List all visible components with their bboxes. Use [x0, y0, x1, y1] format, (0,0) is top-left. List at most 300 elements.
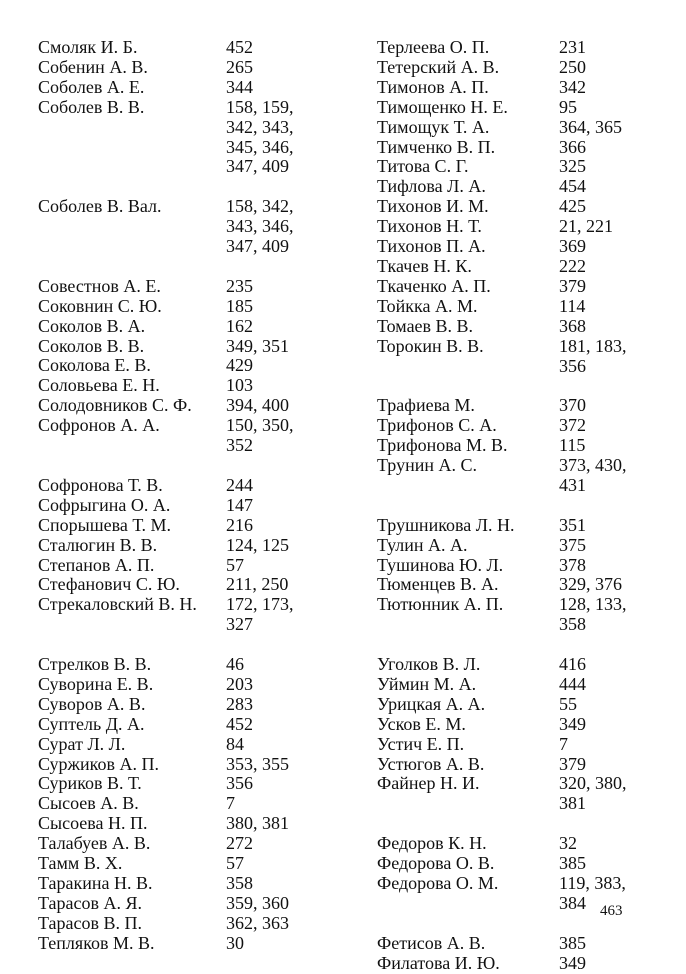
entry-page-refs	[559, 774, 677, 814]
page-ref-line: 345, 346,	[226, 136, 294, 157]
entry-author-name: Ткачев Н. К.	[377, 255, 472, 276]
entry-page-refs	[559, 98, 677, 118]
page-ref-line: 203	[226, 673, 253, 694]
entry-author-name: Тарасов А. Я.	[38, 892, 143, 913]
entry-page-refs	[226, 98, 338, 178]
index-entry	[377, 675, 677, 695]
index-entry	[38, 735, 338, 755]
entry-author-name: Софрыгина О. А.	[38, 494, 171, 515]
index-entry	[38, 914, 338, 934]
page-ref-line: 349, 351	[226, 335, 289, 356]
entry-author-name: Соколов В. А.	[38, 315, 146, 336]
entry-page-refs	[559, 595, 677, 635]
entry-author-name: Устюгов А. В.	[377, 753, 485, 774]
entry-page-refs	[559, 416, 677, 436]
entry-page-refs	[559, 575, 677, 595]
page-ref-line: 364, 365	[559, 116, 622, 137]
entry-author-name: Стрекаловский В. Н.	[38, 594, 197, 615]
index-entry	[38, 38, 338, 58]
entry-page-refs	[226, 854, 338, 874]
entry-page-refs	[559, 834, 677, 854]
index-entry	[377, 735, 677, 755]
page-ref-line: 7	[559, 733, 568, 754]
page-ref-line: 216	[226, 514, 253, 535]
entry-author-name: Ткаченко А. П.	[377, 275, 491, 296]
page-ref-line: 162	[226, 315, 253, 336]
page-ref-line: 325	[559, 156, 586, 177]
entry-page-refs	[226, 874, 338, 894]
page-ref-line: 30	[226, 932, 244, 953]
page-ref-line: 244	[226, 474, 253, 495]
entry-page-refs	[226, 814, 338, 834]
entry-author-name: Томаев В. В.	[377, 315, 474, 336]
entry-page-refs	[226, 575, 338, 595]
page-ref-line: 385	[559, 853, 586, 874]
index-entry	[377, 874, 677, 914]
entry-page-refs	[559, 157, 677, 177]
page-ref-line: 119, 383,	[559, 873, 626, 893]
entry-page-refs	[559, 715, 677, 735]
index-entry	[38, 197, 338, 257]
page-ref-line: 250	[559, 56, 586, 77]
entry-author-name: Файнер Н. И.	[377, 773, 480, 794]
index-column-right	[377, 38, 677, 974]
entry-page-refs	[226, 337, 338, 357]
page-ref-line: 362, 363	[226, 912, 289, 933]
index-entry	[38, 476, 338, 496]
index-entry	[38, 58, 338, 78]
entry-author-name: Тарасов В. П.	[38, 912, 143, 933]
index-entry	[377, 118, 677, 138]
entry-author-name: Сурат Л. Л.	[38, 733, 126, 754]
page-ref-line: 366	[559, 136, 586, 157]
page-ref-line: 379	[559, 753, 586, 774]
page-ref-line: 351	[559, 514, 586, 535]
entry-author-name: Сысоев А. В.	[38, 793, 139, 814]
entry-page-refs	[226, 595, 338, 635]
entry-page-refs	[226, 834, 338, 854]
index-entry	[377, 774, 677, 814]
index-entry	[38, 317, 338, 337]
page-ref-line: 347, 409	[226, 156, 289, 177]
page-ref-line: 158, 342,	[226, 196, 294, 217]
page-ref-line: 353, 355	[226, 753, 289, 774]
index-entry	[377, 715, 677, 735]
index-entry	[377, 337, 677, 377]
entry-page-refs	[226, 914, 338, 934]
page-ref-line: 381	[559, 793, 586, 814]
entry-author-name: Трафиева М.	[377, 395, 475, 416]
page-ref-line: 7	[226, 793, 235, 814]
entry-page-refs	[226, 396, 338, 416]
entry-author-name: Тифлова Л. А.	[377, 176, 486, 197]
entry-author-name: Тимощук Т. А.	[377, 116, 490, 137]
index-entry	[377, 58, 677, 78]
entry-author-name: Тулин А. А.	[377, 534, 468, 555]
index-entry	[38, 556, 338, 576]
index-entry	[377, 655, 677, 675]
index-entry	[38, 516, 338, 536]
entry-page-refs	[226, 496, 338, 516]
entry-author-name: Сталюгин В. В.	[38, 534, 158, 555]
index-entry	[38, 337, 338, 357]
index-entry	[377, 317, 677, 337]
page-ref-line: 344	[226, 76, 253, 97]
entry-author-name: Стрелков В. В.	[38, 654, 152, 675]
entry-author-name: Усков Е. М.	[377, 713, 466, 734]
entry-author-name: Торокин В. В.	[377, 335, 484, 356]
entry-page-refs	[559, 58, 677, 78]
entry-page-refs	[559, 317, 677, 337]
page-ref-line: 115	[559, 435, 586, 456]
page-ref-line: 150, 350,	[226, 415, 294, 436]
page-ref-line: 373, 430,	[559, 455, 627, 476]
entry-page-refs	[226, 536, 338, 556]
entry-author-name: Соболев А. Е.	[38, 76, 145, 97]
entry-page-refs	[226, 934, 338, 954]
index-entry	[38, 575, 338, 595]
entry-page-refs	[559, 297, 677, 317]
page-ref-line: 46	[226, 654, 244, 675]
entry-page-refs	[226, 38, 338, 58]
page-ref-line: 452	[226, 713, 253, 734]
entry-author-name: Суворов А. В.	[38, 693, 146, 714]
entry-author-name: Совестнов А. Е.	[38, 275, 161, 296]
entry-page-refs	[559, 954, 677, 974]
page-ref-line: 379	[559, 275, 586, 296]
index-entry	[377, 954, 677, 974]
entry-author-name: Софронова Т. В.	[38, 474, 163, 495]
index-entry	[377, 157, 677, 177]
page-ref-line: 55	[559, 693, 577, 714]
entry-author-name: Филатова И. Ю.	[377, 952, 500, 973]
entry-author-name: Тимченко В. П.	[377, 136, 496, 157]
page-ref-line: 128, 133,	[559, 594, 627, 615]
page-ref-line: 454	[559, 176, 586, 197]
entry-page-refs	[226, 376, 338, 396]
index-entry	[38, 854, 338, 874]
index-entry	[377, 217, 677, 237]
page-ref-line: 329, 376	[559, 574, 622, 595]
page-ref-line: 347, 409	[226, 236, 289, 257]
entry-author-name: Трифонов С. А.	[377, 415, 497, 436]
entry-author-name: Тихонов И. М.	[377, 196, 489, 217]
index-entry	[38, 874, 338, 894]
entry-page-refs	[226, 774, 338, 794]
entry-page-refs	[559, 177, 677, 197]
entry-page-refs	[559, 237, 677, 257]
entry-page-refs	[559, 38, 677, 58]
entry-author-name: Таракина Н. В.	[38, 873, 153, 893]
index-entry	[377, 98, 677, 118]
entry-author-name: Стефанович С. Ю.	[38, 574, 180, 595]
page-ref-line: 21, 221	[559, 216, 613, 237]
index-entry	[377, 595, 677, 635]
index-entry	[38, 376, 338, 396]
entry-author-name: Устич Е. П.	[377, 733, 465, 754]
entry-author-name: Суворина Е. В.	[38, 673, 154, 694]
entry-page-refs	[226, 416, 338, 456]
entry-page-refs	[226, 894, 338, 914]
page-ref-line: 431	[559, 474, 586, 495]
entry-author-name: Тихонов Н. Т.	[377, 216, 482, 237]
page-number: 463	[600, 903, 623, 919]
page-ref-line: 368	[559, 315, 586, 336]
entry-page-refs	[559, 257, 677, 277]
index-entry	[38, 98, 338, 178]
entry-author-name: Тимощенко Н. Е.	[377, 96, 508, 117]
entry-page-refs	[559, 217, 677, 237]
entry-author-name: Суптель Д. А.	[38, 713, 145, 734]
index-entry	[38, 536, 338, 556]
entry-page-refs	[559, 516, 677, 536]
index-entry	[38, 277, 338, 297]
entry-page-refs	[559, 78, 677, 98]
page-ref-line: 358	[559, 614, 586, 635]
entry-author-name: Соколов В. В.	[38, 335, 145, 356]
page-ref-line: 384	[559, 892, 586, 913]
index-entry	[38, 655, 338, 675]
page-ref-line: 342	[559, 76, 586, 97]
page-ref-line: 172, 173,	[226, 594, 294, 615]
entry-author-name: Тютюнник А. П.	[377, 594, 504, 615]
entry-page-refs	[559, 456, 677, 496]
page-ref-line: 359, 360	[226, 892, 289, 913]
entry-author-name: Трушникова Л. Н.	[377, 514, 515, 535]
entry-author-name: Степанов А. П.	[38, 554, 155, 575]
entry-page-refs	[226, 297, 338, 317]
page-ref-line: 375	[559, 534, 586, 555]
entry-author-name: Тюменцев В. А.	[377, 574, 499, 595]
entry-author-name: Урицкая А. А.	[377, 693, 486, 714]
index-entry	[377, 38, 677, 58]
page-ref-line: 95	[559, 96, 577, 117]
entry-page-refs	[226, 197, 338, 257]
page-ref-line: 114	[559, 295, 586, 316]
entry-page-refs	[226, 556, 338, 576]
entry-author-name: Собенин А. В.	[38, 56, 148, 77]
page-ref-line: 352	[226, 435, 253, 456]
page-ref-line: 356	[226, 773, 253, 794]
entry-author-name: Сысоева Н. П.	[38, 813, 148, 834]
entry-author-name: Соковнин С. Ю.	[38, 295, 162, 316]
page-ref-line: 342, 343,	[226, 116, 294, 137]
entry-page-refs	[559, 337, 677, 377]
page-ref-line: 349	[559, 952, 586, 973]
entry-author-name: Титова С. Г.	[377, 156, 469, 177]
index-entry	[38, 396, 338, 416]
entry-page-refs	[226, 516, 338, 536]
page-ref-line: 147	[226, 494, 253, 515]
index-entry	[38, 496, 338, 516]
page-ref-line: 265	[226, 56, 253, 77]
entry-page-refs	[226, 476, 338, 496]
entry-page-refs	[226, 735, 338, 755]
index-entry	[38, 934, 338, 954]
index-entry	[377, 277, 677, 297]
index-entry	[377, 416, 677, 436]
entry-page-refs	[559, 556, 677, 576]
page-ref-line: 370	[559, 395, 586, 416]
entry-page-refs	[559, 138, 677, 158]
entry-author-name: Федорова О. М.	[377, 873, 499, 893]
page-ref-line: 394, 400	[226, 395, 289, 416]
index-entry	[38, 78, 338, 98]
page-ref-line: 124, 125	[226, 534, 289, 555]
page-ref-line: 32	[559, 833, 577, 854]
entry-page-refs	[226, 715, 338, 735]
page-ref-line: 185	[226, 295, 253, 316]
entry-author-name: Тепляков М. В.	[38, 932, 155, 953]
entry-author-name: Фетисов А. В.	[377, 932, 486, 953]
page-ref-line: 378	[559, 554, 586, 575]
index-entry	[38, 894, 338, 914]
page-ref-line: 231	[559, 37, 586, 57]
entry-page-refs	[226, 356, 338, 376]
page-ref-line: 372	[559, 415, 586, 436]
index-entry	[377, 834, 677, 854]
index-entry	[377, 297, 677, 317]
entry-author-name: Соболев В. В.	[38, 96, 145, 117]
index-entry	[377, 536, 677, 556]
page-ref-line: 283	[226, 693, 253, 714]
page-ref-line: 380, 381	[226, 813, 289, 834]
index-entry	[377, 556, 677, 576]
entry-author-name: Терлеева О. П.	[377, 37, 490, 57]
index-entry	[38, 416, 338, 456]
entry-page-refs	[226, 317, 338, 337]
entry-page-refs	[226, 755, 338, 775]
entry-page-refs	[226, 655, 338, 675]
page-ref-line: 416	[559, 654, 586, 675]
page-ref-line: 211, 250	[226, 574, 289, 595]
entry-page-refs	[226, 78, 338, 98]
entry-author-name: Тихонов П. А.	[377, 236, 486, 257]
entry-author-name: Тамм В. Х.	[38, 853, 123, 874]
entry-author-name: Соколова Е. В.	[38, 355, 151, 376]
index-entry	[38, 695, 338, 715]
index-entry	[377, 396, 677, 416]
page-ref-line: 84	[226, 733, 244, 754]
index-entry	[38, 814, 338, 834]
index-entry	[38, 774, 338, 794]
entry-page-refs	[559, 396, 677, 416]
index-entry	[377, 934, 677, 954]
entry-page-refs	[226, 58, 338, 78]
page-ref-line: 356	[559, 355, 586, 376]
entry-author-name: Спорышева Т. М.	[38, 514, 172, 535]
page-ref-line: 327	[226, 614, 253, 635]
page-ref-line: 385	[559, 932, 586, 953]
index-entry	[377, 257, 677, 277]
page-ref-line: 103	[226, 375, 253, 396]
page-ref-line: 429	[226, 355, 253, 376]
entry-page-refs	[559, 854, 677, 874]
entry-page-refs	[226, 695, 338, 715]
page-ref-line: 358	[226, 873, 253, 893]
entry-page-refs	[559, 735, 677, 755]
page-ref-line: 320, 380,	[559, 773, 627, 794]
index-entry	[377, 78, 677, 98]
index-entry	[38, 356, 338, 376]
entry-author-name: Тимонов А. П.	[377, 76, 489, 97]
page-ref-line: 57	[226, 554, 244, 575]
index-entry	[377, 177, 677, 197]
entry-page-refs	[559, 695, 677, 715]
index-entry	[38, 715, 338, 735]
index-entry	[377, 138, 677, 158]
entry-page-refs	[559, 675, 677, 695]
entry-author-name: Соболев В. Вал.	[38, 196, 162, 217]
entry-author-name: Уголков В. Л.	[377, 654, 481, 675]
index-entry	[377, 575, 677, 595]
index-column-left	[38, 38, 338, 954]
index-entry	[377, 854, 677, 874]
page-ref-line: 369	[559, 236, 586, 257]
entry-page-refs	[559, 934, 677, 954]
entry-author-name: Тетерский А. В.	[377, 56, 500, 77]
page-ref-line: 235	[226, 275, 253, 296]
page-ref-line: 181, 183,	[559, 335, 627, 356]
entry-page-refs	[226, 675, 338, 695]
page-ref-line: 444	[559, 673, 586, 694]
page-ref-line: 158, 159,	[226, 96, 294, 117]
entry-author-name: Уймин М. А.	[377, 673, 477, 694]
page-ref-line: 452	[226, 37, 253, 57]
entry-author-name: Талабуев А. В.	[38, 833, 151, 854]
entry-page-refs	[226, 277, 338, 297]
entry-author-name: Смоляк И. Б.	[38, 37, 138, 57]
entry-author-name: Софронов А. А.	[38, 415, 160, 436]
entry-page-refs	[559, 655, 677, 675]
index-entry	[377, 436, 677, 456]
index-entry	[377, 755, 677, 775]
index-entry	[38, 834, 338, 854]
entry-author-name: Федоров К. Н.	[377, 833, 487, 854]
index-entry	[377, 456, 677, 496]
page-ref-line: 425	[559, 196, 586, 217]
page-ref-line: 222	[559, 255, 586, 276]
index-entry	[377, 695, 677, 715]
index-entry	[38, 297, 338, 317]
index-entry	[377, 197, 677, 217]
entry-author-name: Солодовников С. Ф.	[38, 395, 192, 416]
entry-author-name: Федорова О. В.	[377, 853, 495, 874]
entry-author-name: Тойкка А. М.	[377, 295, 478, 316]
entry-author-name: Суриков В. Т.	[38, 773, 142, 794]
entry-page-refs	[559, 277, 677, 297]
entry-page-refs	[559, 436, 677, 456]
entry-author-name: Суржиков А. П.	[38, 753, 159, 774]
entry-page-refs	[226, 794, 338, 814]
page-ref-line: 343, 346,	[226, 216, 294, 237]
entry-author-name: Трифонова М. В.	[377, 435, 508, 456]
page-ref-line: 349	[559, 713, 586, 734]
index-entry	[38, 794, 338, 814]
index-entry	[38, 595, 338, 635]
index-entry	[377, 237, 677, 257]
entry-author-name: Соловьева Е. Н.	[38, 375, 160, 396]
entry-author-name: Трунин А. С.	[377, 455, 477, 476]
page-ref-line: 57	[226, 853, 244, 874]
entry-author-name: Тушинова Ю. Л.	[377, 554, 504, 575]
index-entry	[38, 675, 338, 695]
entry-page-refs	[559, 118, 677, 138]
index-entry	[377, 516, 677, 536]
entry-page-refs	[559, 755, 677, 775]
page-ref-line: 272	[226, 833, 253, 854]
index-entry	[38, 755, 338, 775]
